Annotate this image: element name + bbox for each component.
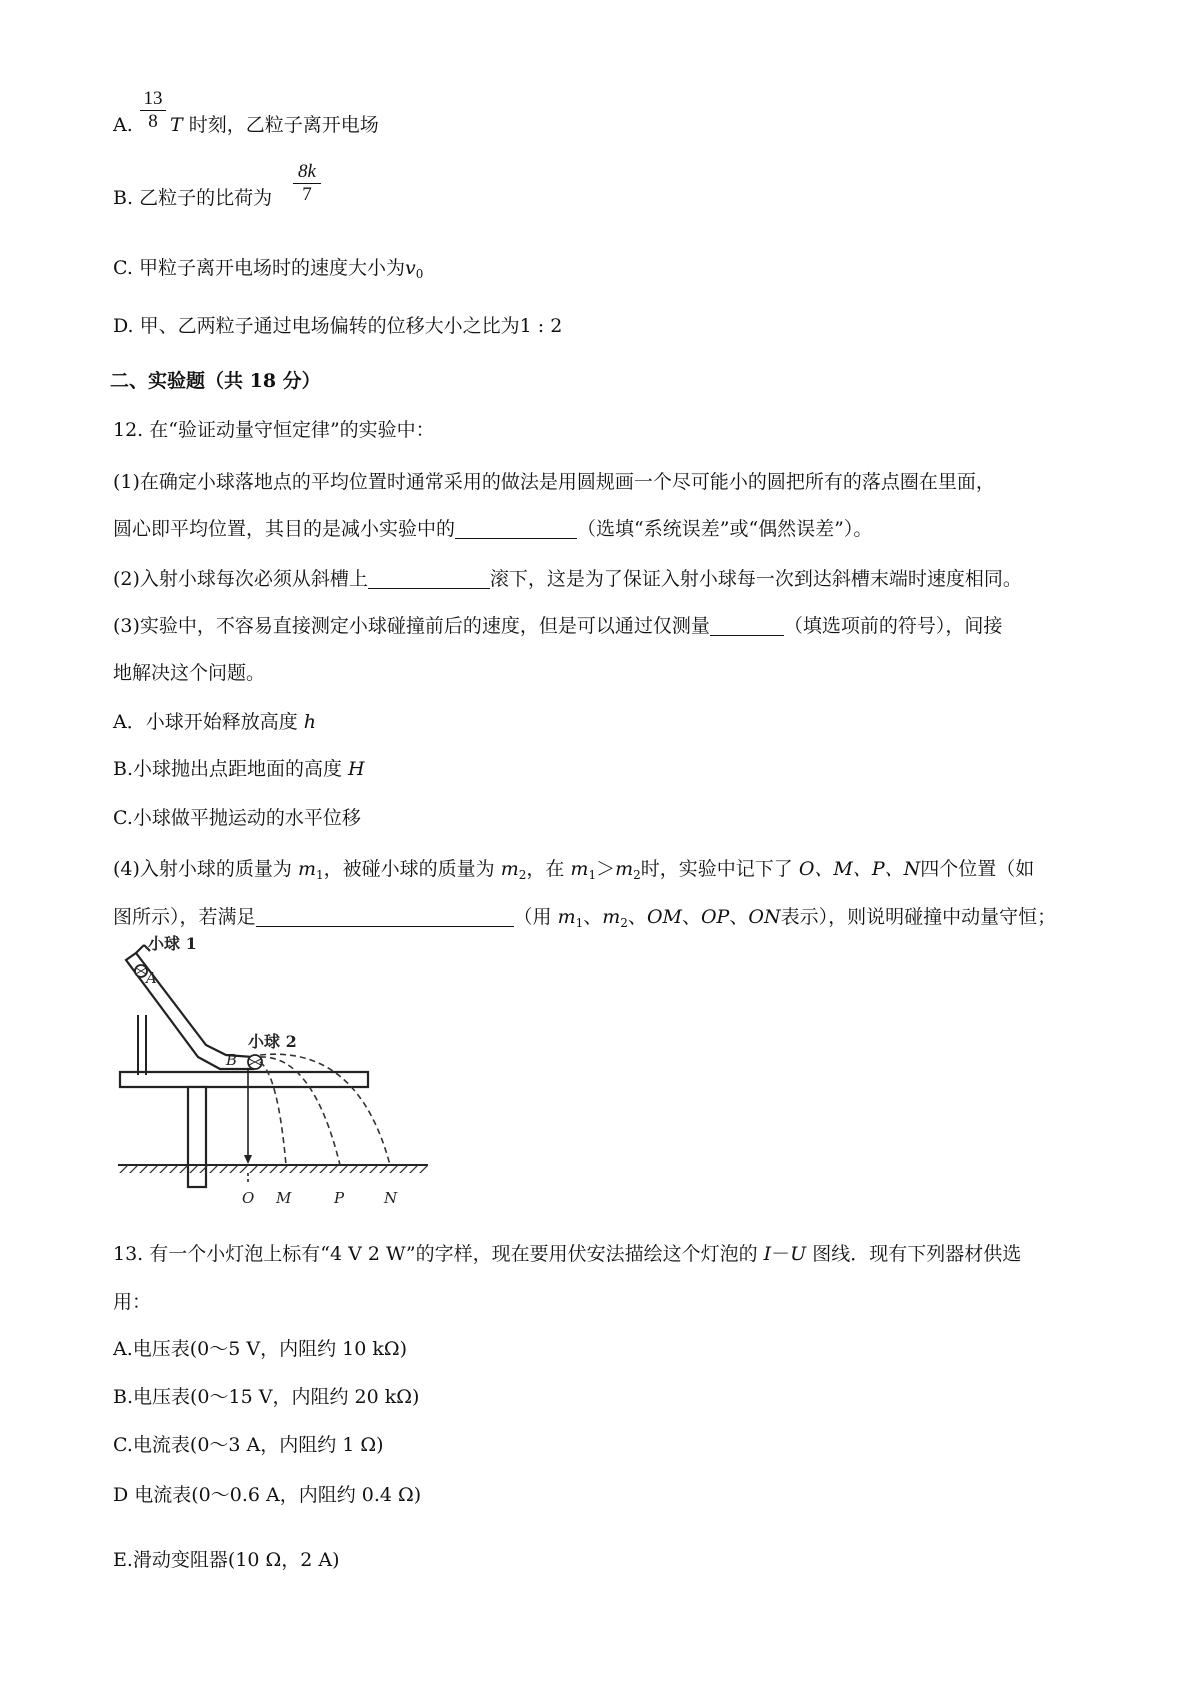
option-b-letter: B. [113, 187, 134, 209]
q12-p3-rest: （填选项前的符号），间接 [783, 615, 1003, 637]
q12-p3-text: (3)实验中，不容易直接测定小球碰撞前后的速度，但是可以通过仅测量 [113, 615, 710, 637]
variable-v: v [404, 257, 416, 279]
text: (4)入射小球的质量为 [113, 858, 298, 880]
label-B: B [226, 1051, 238, 1069]
q12-p2-text: (2)入射小球每次必须从斜槽上 [113, 568, 368, 590]
q12-p4-line1 [113, 857, 1034, 881]
option-a-rest [170, 113, 379, 137]
var-m: m [297, 858, 316, 880]
q12-p1-text: 圆心即平均位置，其目的是减小实验中的 [113, 518, 456, 540]
var-m: m [557, 906, 576, 928]
label-N: N [384, 1189, 398, 1207]
variable-H: H [348, 758, 365, 780]
answer-blank-4[interactable] [256, 906, 514, 927]
fraction-8k-7 [293, 161, 321, 206]
q13-item-a: A.电压表(0～5 V，内阻约 10 kΩ) [113, 1338, 408, 1360]
var-m: m [615, 858, 634, 880]
fraction-numerator: 8k [298, 161, 316, 182]
experiment-figure [108, 935, 458, 1215]
q12-p4-line2 [113, 905, 1056, 929]
var-ON: ON [748, 906, 781, 928]
fraction-13-8 [140, 88, 166, 133]
var-OM: OM [646, 906, 682, 928]
section-title: 二、实验题（共 18 分） [110, 370, 321, 392]
text: ，被碰小球的质量为 [323, 858, 501, 880]
answer-blank-2[interactable] [368, 568, 490, 589]
q12-p1-hint: （选填“系统误差”或“偶然误差”）。 [577, 518, 873, 540]
q12-p3-line1 [113, 614, 1002, 638]
option-d-text: 甲、乙两粒子通过电场偏转的位移大小之比为 [139, 315, 520, 337]
option-d-ratio: 1 : 2 [519, 315, 563, 337]
var-I: I [763, 1243, 772, 1265]
sep: 、 [681, 906, 701, 928]
label-ball-2: 小球 2 [248, 1032, 297, 1051]
q13-stem [113, 1242, 1021, 1266]
q13-stem-rest: 图线．现有下列器材供选 [806, 1243, 1022, 1265]
q13-stem-text: 13. 有一个小灯泡上标有“4 V 2 W”的字样，现在要用伏安法描绘这个灯泡的 [113, 1243, 764, 1265]
q12-option-b [113, 757, 365, 781]
table-top [120, 1072, 368, 1087]
variable-h: h [303, 711, 317, 733]
var-m: m [570, 858, 589, 880]
option-b [113, 186, 272, 210]
q13-item-d: D 电流表(0～0.6 A，内阻约 0.4 Ω) [113, 1484, 422, 1506]
option-a-letter: A. [113, 114, 133, 136]
sub: 2 [518, 868, 527, 882]
text: 四个位置（如 [920, 858, 1035, 880]
q12-option-b-text: B.小球抛出点距地面的高度 [113, 758, 349, 780]
sub: 2 [633, 868, 641, 882]
var-m: m [500, 858, 519, 880]
q13-item-e: E.滑动变阻器(10 Ω，2 A) [113, 1549, 340, 1571]
option-c [113, 256, 423, 280]
text: 图所示），若满足 [113, 906, 256, 928]
var-U: U [790, 1243, 807, 1265]
var-OP: OP [700, 906, 730, 928]
q12-option-a [113, 710, 316, 734]
q13-item-b: B.电压表(0～15 V，内阻约 20 kΩ) [113, 1386, 420, 1408]
var-m: m [602, 906, 621, 928]
q12-stem: 12. 在“验证动量守恒定律”的实验中： [113, 419, 435, 441]
sub: 2 [620, 916, 628, 930]
option-c-letter: C. [113, 257, 133, 279]
q12-p2-rest: 滚下，这是为了保证入射小球每一次到达斜槽末端时速度相同。 [489, 568, 1022, 590]
sub: 1 [575, 916, 584, 930]
sep: 、 [583, 906, 603, 928]
q12-p3-line2: 地解决这个问题。 [113, 662, 266, 684]
text: 表示），则说明碰撞中动量守恒； [780, 906, 1057, 928]
answer-blank-3[interactable] [710, 615, 784, 636]
option-a-text: 时刻，乙粒子离开电场 [188, 114, 379, 136]
text: 时，实验中记下了 [640, 858, 799, 880]
label-P: P [334, 1189, 345, 1207]
fraction-numerator: 13 [143, 88, 163, 109]
q12-p1-line1: (1)在确定小球落地点的平均位置时通常采用的做法是用圆规画一个尽可能小的圆把所有的落点圈在里面， [113, 471, 995, 493]
subscript-0: 0 [415, 267, 424, 281]
text: （用 [513, 906, 558, 928]
option-d [113, 314, 562, 338]
sub: 1 [588, 868, 597, 882]
dash: － [771, 1243, 791, 1265]
gt-sign: ＞ [596, 858, 616, 880]
label-A: A [146, 969, 157, 987]
q12-option-c: C.小球做平抛运动的水平位移 [113, 807, 361, 829]
sep: 、 [729, 906, 749, 928]
sep: 、 [627, 906, 647, 928]
q12-p1-line2 [113, 517, 872, 541]
q13-item-c: C.电流表(0～3 A，内阻约 1 Ω) [113, 1434, 384, 1456]
label-ball-1: 小球 1 [148, 935, 197, 953]
trajectory-M [260, 1062, 286, 1165]
variable-T: T [170, 114, 183, 136]
label-O: O [242, 1189, 255, 1207]
option-a [113, 113, 133, 137]
option-b-text: 乙粒子的比荷为 [139, 187, 273, 209]
q12-p2 [113, 567, 1022, 591]
answer-blank-1[interactable] [455, 518, 577, 539]
fraction-denominator: 7 [293, 183, 321, 206]
option-d-letter: D. [113, 315, 134, 337]
sub: 1 [316, 868, 324, 882]
label-M: M [276, 1189, 292, 1207]
q13-stem-line2: 用： [113, 1291, 152, 1313]
q12-option-a-text: A．小球开始释放高度 [113, 711, 304, 733]
points: O、M、P、N [798, 858, 921, 880]
text: ，在 [526, 858, 571, 880]
option-c-text: 甲粒子离开电场时的速度大小为 [138, 257, 405, 279]
fraction-denominator: 8 [140, 110, 166, 133]
trajectory-P [260, 1057, 340, 1165]
